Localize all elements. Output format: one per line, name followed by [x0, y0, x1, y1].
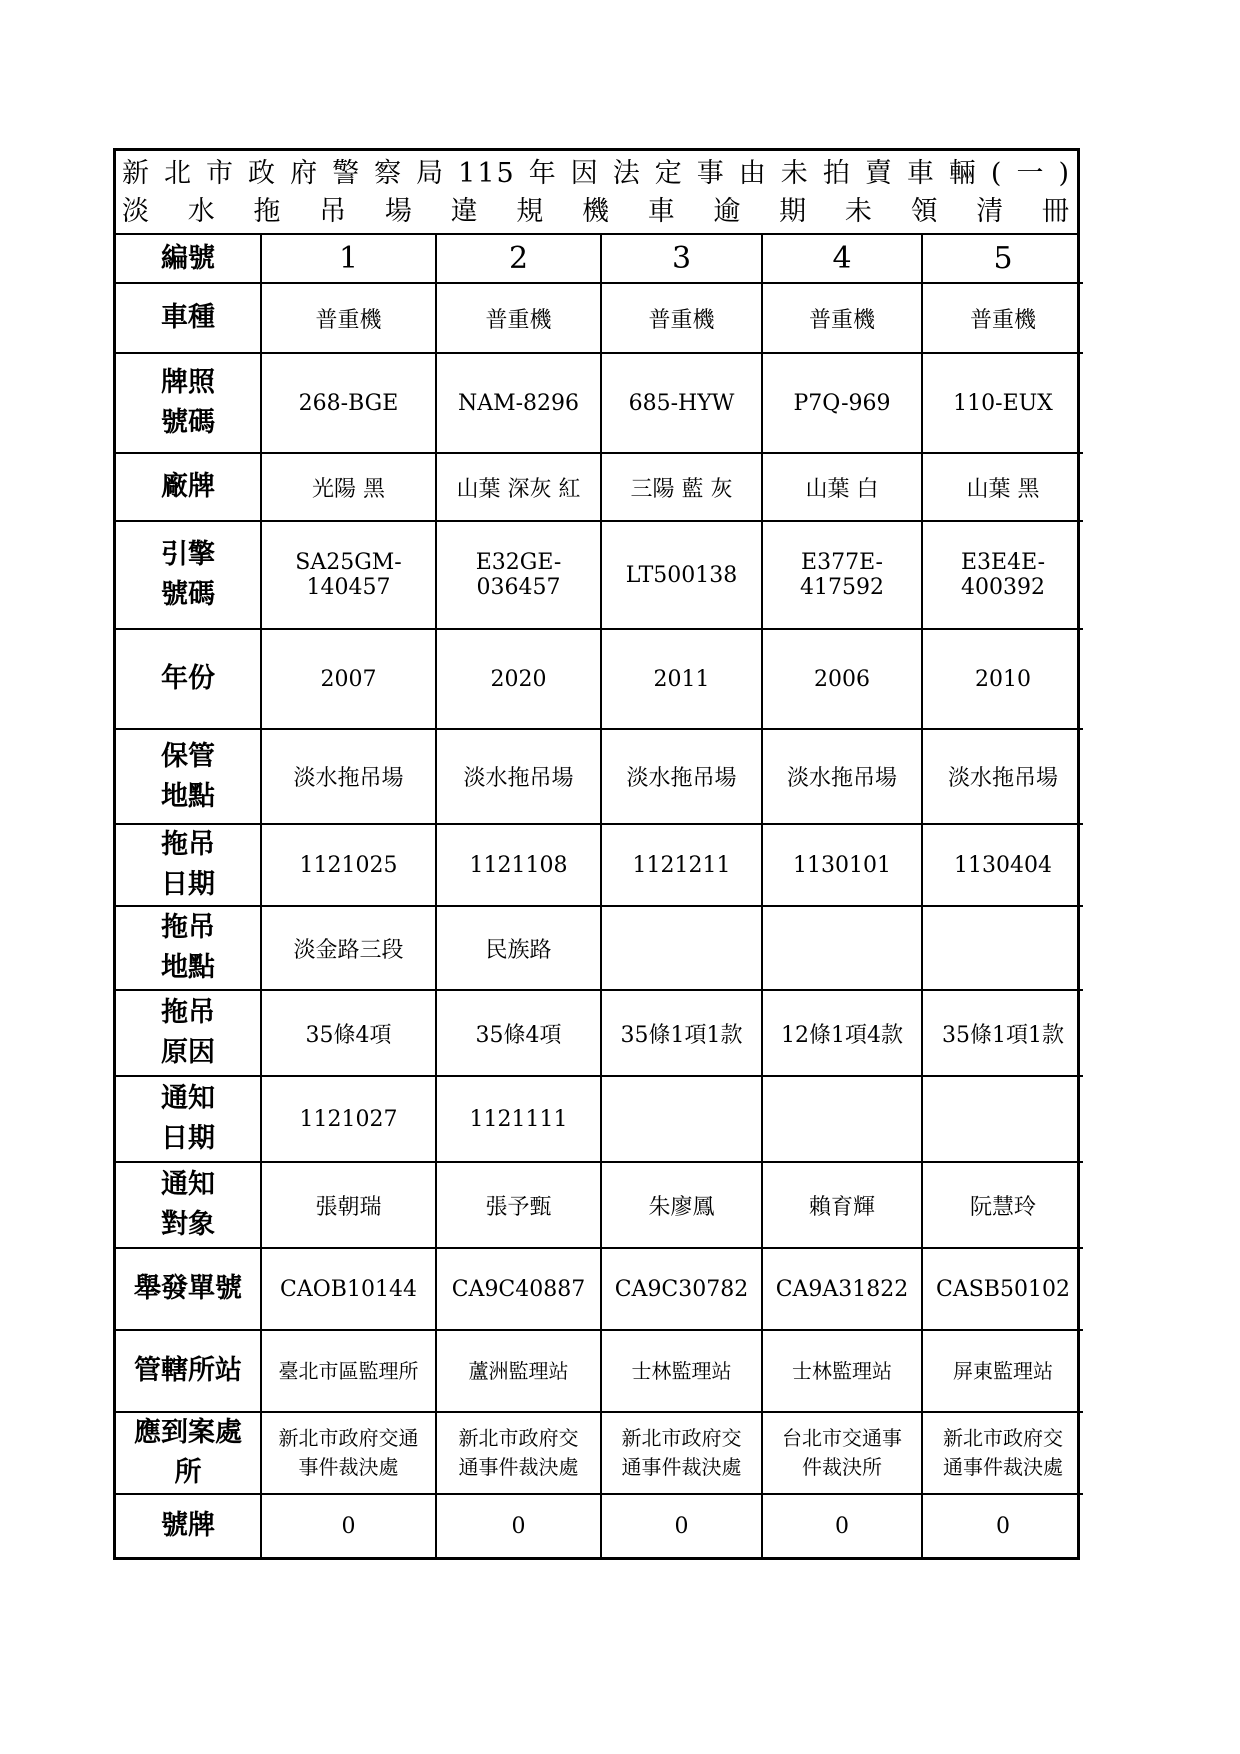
- table-cell: 685-HYW: [601, 353, 762, 453]
- table-cell: [922, 906, 1083, 990]
- row-label-text: 年份: [161, 663, 215, 694]
- row-label: [116, 1162, 261, 1248]
- row-label: [116, 453, 261, 521]
- table-cell: 2011: [601, 629, 762, 729]
- table-cell: [762, 906, 922, 990]
- table-cell: 新北市政府交 通事件裁決處: [922, 1412, 1083, 1494]
- table-row: [116, 521, 1083, 629]
- row-label-text: 牌照 號碼: [161, 367, 215, 438]
- table-cell: 5: [922, 235, 1083, 283]
- row-label: [116, 283, 261, 353]
- table-cell: CAOB10144: [261, 1248, 436, 1330]
- table-cell: [762, 1076, 922, 1162]
- table-row: [116, 235, 1083, 283]
- table-cell: [922, 1076, 1083, 1162]
- table-cell: 1130404: [922, 824, 1083, 906]
- title-line-2: 淡水拖吊場違規機車逾期未領清冊: [122, 196, 1071, 227]
- row-label: [116, 990, 261, 1076]
- row-label-text: 拖吊 地點: [161, 912, 215, 983]
- table-cell: 士林監理站: [762, 1330, 922, 1412]
- table-cell: CA9C40887: [436, 1248, 601, 1330]
- table-cell: 0: [762, 1494, 922, 1557]
- table-row: [116, 906, 1083, 990]
- table-cell: 山葉 白: [762, 453, 922, 521]
- table-cell: 賴育輝: [762, 1162, 922, 1248]
- table-row: [116, 1076, 1083, 1162]
- table-cell: 阮慧玲: [922, 1162, 1083, 1248]
- table-row: [116, 824, 1083, 906]
- row-label-text: 廠牌: [161, 471, 215, 502]
- table-cell: NAM-8296: [436, 353, 601, 453]
- row-label: [116, 1248, 261, 1330]
- table-cell: CASB50102: [922, 1248, 1083, 1330]
- table-cell: P7Q-969: [762, 353, 922, 453]
- table-cell: 2007: [261, 629, 436, 729]
- table-cell: 三陽 藍 灰: [601, 453, 762, 521]
- table-cell: 12條1項4款: [762, 990, 922, 1076]
- row-label: [116, 824, 261, 906]
- table-cell: 光陽 黑: [261, 453, 436, 521]
- table-cell: E32GE-036457: [436, 521, 601, 629]
- table-cell: 淡水拖吊場: [601, 729, 762, 824]
- row-label-text: 拖吊 日期: [161, 829, 215, 900]
- table-cell: 民族路: [436, 906, 601, 990]
- table-cell: 3: [601, 235, 762, 283]
- table-row: [116, 1330, 1083, 1412]
- table-cell: 1121108: [436, 824, 601, 906]
- table-cell: 1130101: [762, 824, 922, 906]
- table-cell: 0: [436, 1494, 601, 1557]
- table-cell: 2020: [436, 629, 601, 729]
- table-cell: 普重機: [436, 283, 601, 353]
- row-label-text: 編號: [161, 242, 215, 274]
- table-cell: 268-BGE: [261, 353, 436, 453]
- table-cell: [601, 906, 762, 990]
- table-cell: 士林監理站: [601, 1330, 762, 1412]
- table-cell: 淡金路三段: [261, 906, 436, 990]
- table-cell: 1121027: [261, 1076, 436, 1162]
- register-sheet: [113, 148, 1080, 1560]
- table-cell: E377E-417592: [762, 521, 922, 629]
- table-cell: 臺北市區監理所: [261, 1330, 436, 1412]
- table-cell: 屏東監理站: [922, 1330, 1083, 1412]
- table-cell: 1121025: [261, 824, 436, 906]
- table-cell: 35條1項1款: [601, 990, 762, 1076]
- row-label: [116, 1412, 261, 1494]
- row-label: [116, 729, 261, 824]
- table-cell: SA25GM-140457: [261, 521, 436, 629]
- table-cell: 淡水拖吊場: [762, 729, 922, 824]
- table-cell: E3E4E-400392: [922, 521, 1083, 629]
- table-cell: 台北市交通事 件裁決所: [762, 1412, 922, 1494]
- document-title: [116, 151, 1077, 235]
- table-cell: 0: [601, 1494, 762, 1557]
- table-cell: 35條4項: [436, 990, 601, 1076]
- row-label-text: 保管 地點: [161, 740, 215, 812]
- table-cell: 新北市政府交通 事件裁決處: [261, 1412, 436, 1494]
- table-cell: 淡水拖吊場: [261, 729, 436, 824]
- table-cell: 新北市政府交 通事件裁決處: [601, 1412, 762, 1494]
- table-row: [116, 1494, 1083, 1557]
- table-cell: 0: [922, 1494, 1083, 1557]
- table-cell: 山葉 深灰 紅: [436, 453, 601, 521]
- table-cell: 1121211: [601, 824, 762, 906]
- table-cell: [601, 1076, 762, 1162]
- table-cell: 山葉 黑: [922, 453, 1083, 521]
- row-label-text: 應到案處 所: [134, 1417, 242, 1488]
- table-cell: 35條1項1款: [922, 990, 1083, 1076]
- table-cell: 淡水拖吊場: [436, 729, 601, 824]
- row-label: [116, 1330, 261, 1412]
- table-cell: 0: [261, 1494, 436, 1557]
- row-label: [116, 1494, 261, 1557]
- row-label-text: 通知 對象: [161, 1169, 215, 1240]
- table-cell: 普重機: [261, 283, 436, 353]
- table-row: [116, 990, 1083, 1076]
- vehicle-table: [116, 235, 1083, 1557]
- table-cell: 2006: [762, 629, 922, 729]
- title-line-1: 新北市政府警察局115年因法定事由未拍賣車輛(一): [122, 158, 1071, 189]
- table-row: [116, 353, 1083, 453]
- table-cell: 2: [436, 235, 601, 283]
- table-row: [116, 729, 1083, 824]
- row-label-text: 號牌: [161, 1510, 215, 1541]
- table-cell: 1121111: [436, 1076, 601, 1162]
- row-label-text: 舉發單號: [134, 1273, 242, 1304]
- table-cell: 35條4項: [261, 990, 436, 1076]
- row-label: [116, 629, 261, 729]
- table-cell: 4: [762, 235, 922, 283]
- row-label-text: 車種: [161, 302, 215, 333]
- table-cell: CA9A31822: [762, 1248, 922, 1330]
- table-row: [116, 1248, 1083, 1330]
- table-cell: 蘆洲監理站: [436, 1330, 601, 1412]
- row-label-text: 通知 日期: [161, 1083, 215, 1154]
- table-row: [116, 629, 1083, 729]
- table-cell: 2010: [922, 629, 1083, 729]
- row-label-text: 管轄所站: [134, 1355, 242, 1386]
- row-label: [116, 353, 261, 453]
- table-cell: 普重機: [922, 283, 1083, 353]
- table-cell: 110-EUX: [922, 353, 1083, 453]
- row-label-text: 拖吊 原因: [161, 997, 215, 1068]
- table-row: [116, 1162, 1083, 1248]
- table-cell: 普重機: [762, 283, 922, 353]
- table-cell: 張朝瑞: [261, 1162, 436, 1248]
- table-cell: CA9C30782: [601, 1248, 762, 1330]
- row-label: [116, 906, 261, 990]
- row-label: [116, 235, 261, 283]
- table-row: [116, 453, 1083, 521]
- table-cell: 普重機: [601, 283, 762, 353]
- table-cell: 新北市政府交 通事件裁決處: [436, 1412, 601, 1494]
- row-label: [116, 1076, 261, 1162]
- table-row: [116, 283, 1083, 353]
- table-cell: 張予甄: [436, 1162, 601, 1248]
- table-cell: 淡水拖吊場: [922, 729, 1083, 824]
- table-row: [116, 1412, 1083, 1494]
- row-label: [116, 521, 261, 629]
- table-cell: 朱廖鳳: [601, 1162, 762, 1248]
- table-cell: 1: [261, 235, 436, 283]
- row-label-text: 引擎 號碼: [161, 539, 215, 610]
- table-cell: LT500138: [601, 521, 762, 629]
